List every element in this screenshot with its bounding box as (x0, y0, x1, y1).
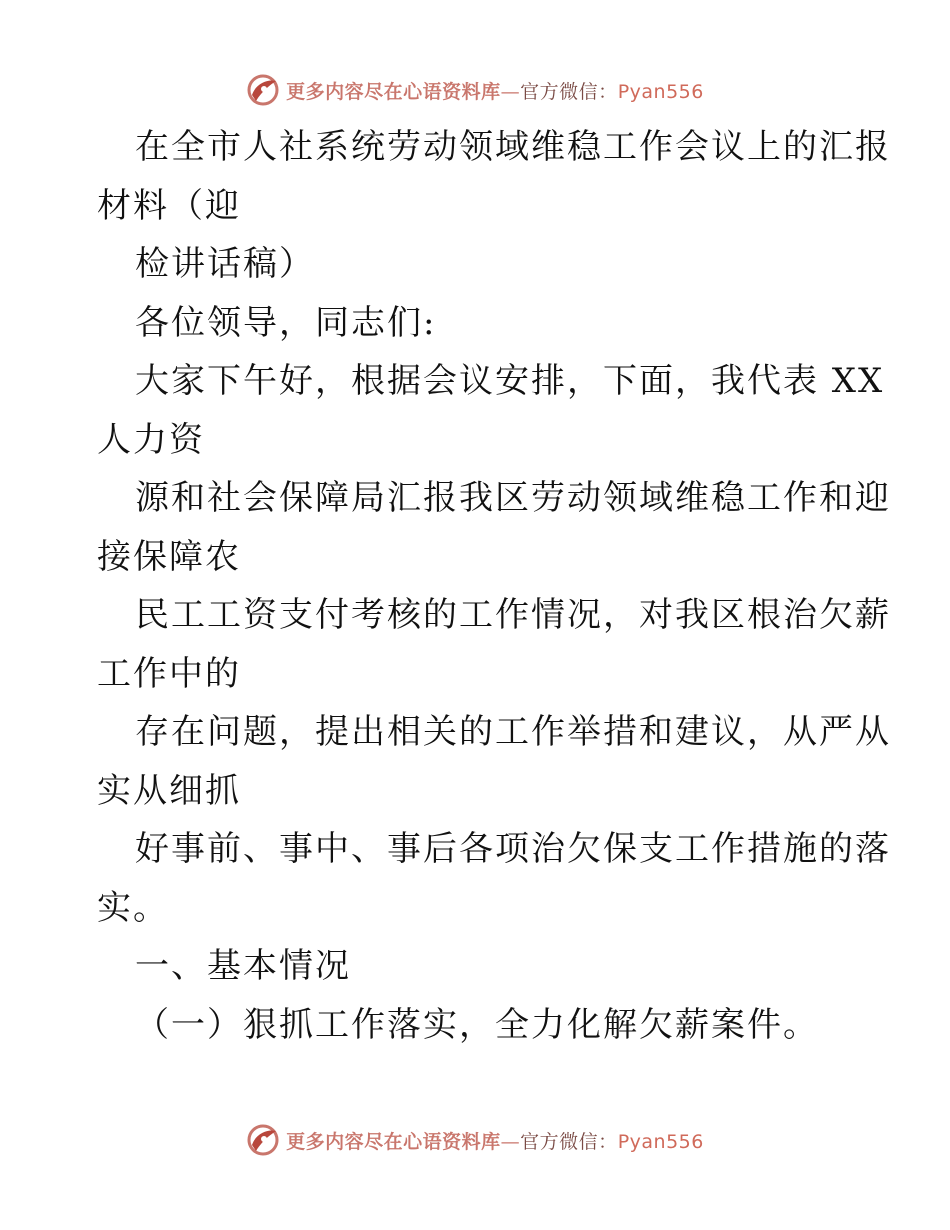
document-line: 工作中的 (97, 653, 241, 694)
watermark-brand: 更多内容尽在心语资料库 (286, 1130, 501, 1153)
document-line: 好事前、事中、事后各项治欠保支工作措施的落 (135, 829, 891, 869)
document-line: 接保障农 (97, 536, 241, 577)
document-line: 一、基本情况 (135, 946, 351, 986)
document-line: 实从细抓 (97, 770, 241, 811)
header-watermark (0, 70, 950, 110)
document-line: 材料（迎 (97, 185, 241, 226)
document-line: 民工工资支付考核的工作情况，对我区根治欠薪 (135, 595, 891, 635)
watermark-dash: — (500, 80, 521, 103)
document-line: 实。 (97, 887, 169, 928)
footer-watermark (0, 1120, 950, 1160)
watermark-text (286, 77, 704, 104)
watermark-text (286, 1127, 704, 1154)
document-line: 检讲话稿） (135, 244, 315, 284)
document-line: 大家下午好，根据会议安排，下面，我代表 XX (135, 361, 885, 401)
pen-logo-icon (246, 1123, 280, 1157)
watermark-label: 官方微信： (520, 80, 618, 103)
watermark-handle: Pyan556 (617, 80, 704, 103)
document-line: 在全市人社系统劳动领域维稳工作会议上的汇报 (135, 127, 891, 167)
document-line: 人力资 (97, 419, 205, 460)
watermark-dash: — (500, 1130, 521, 1153)
document-line: 各位领导，同志们: (135, 302, 437, 343)
watermark-label: 官方微信： (520, 1130, 618, 1153)
document-line: 存在问题，提出相关的工作举措和建议，从严从 (135, 712, 891, 752)
watermark-brand: 更多内容尽在心语资料库 (286, 80, 501, 103)
document-line: （一）狠抓工作落实，全力化解欠薪案件。 (135, 1004, 819, 1045)
watermark-handle: Pyan556 (617, 1130, 704, 1153)
document-body (97, 118, 891, 1054)
pen-logo-icon (246, 73, 280, 107)
document-line: 源和社会保障局汇报我区劳动领域维稳工作和迎 (135, 478, 891, 518)
